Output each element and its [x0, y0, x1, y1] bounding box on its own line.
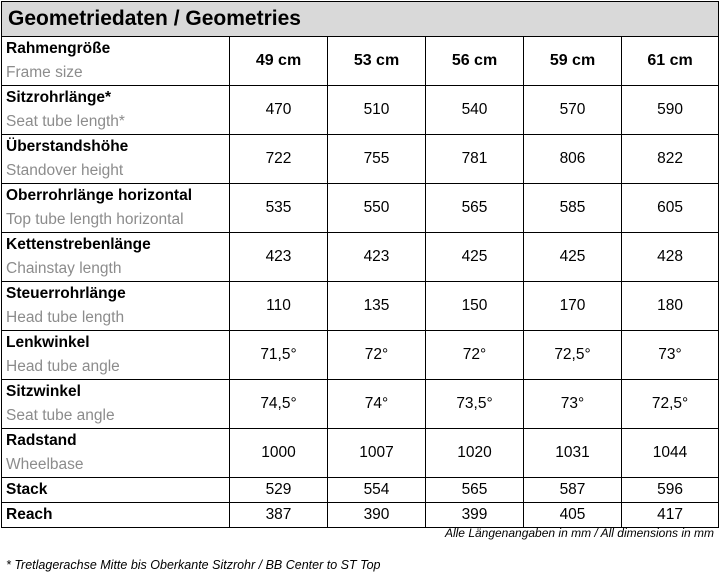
cell-value: 1044 — [622, 429, 719, 478]
table-row — [2, 86, 719, 135]
frame-size-row — [2, 37, 719, 86]
row-label — [2, 380, 230, 429]
cell-value: 587 — [524, 478, 622, 503]
cell-value: 150 — [426, 282, 524, 331]
cell-value: 596 — [622, 478, 719, 503]
label-en: Chainstay length — [6, 260, 122, 277]
cell-value: 535 — [230, 184, 328, 233]
row-label — [2, 233, 230, 282]
cell-value: 605 — [622, 184, 719, 233]
table-row — [2, 233, 719, 282]
label-en: Seat tube length* — [6, 113, 125, 130]
cell-value: 585 — [524, 184, 622, 233]
cell-value: 135 — [328, 282, 426, 331]
cell-value: 405 — [524, 503, 622, 528]
frame-size-label — [2, 37, 230, 86]
cell-value: 755 — [328, 135, 426, 184]
row-label — [2, 184, 230, 233]
cell-value: 110 — [230, 282, 328, 331]
cell-value: 425 — [524, 233, 622, 282]
size-61: 61 cm — [622, 37, 719, 86]
cell-value: 565 — [426, 478, 524, 503]
label-en: Head tube angle — [6, 358, 120, 375]
cell-value: 529 — [230, 478, 328, 503]
table-row — [2, 135, 719, 184]
size-56: 56 cm — [426, 37, 524, 86]
label-de: Reach — [6, 506, 53, 523]
row-label — [2, 503, 230, 528]
label-en: Standover height — [6, 162, 124, 179]
cell-value: 540 — [426, 86, 524, 135]
units-note: Alle Längenangaben in mm / All dimensions in mm — [444, 526, 714, 540]
cell-value: 74,5° — [230, 380, 328, 429]
size-49: 49 cm — [230, 37, 328, 86]
cell-value: 72° — [426, 331, 524, 380]
table-row — [2, 478, 719, 503]
cell-value: 72,5° — [622, 380, 719, 429]
cell-value: 1000 — [230, 429, 328, 478]
cell-value: 822 — [622, 135, 719, 184]
cell-value: 423 — [230, 233, 328, 282]
label-de: Rahmengröße — [6, 40, 111, 57]
cell-value: 390 — [328, 503, 426, 528]
row-label — [2, 86, 230, 135]
label-de: Überstandshöhe — [6, 138, 129, 155]
cell-value: 470 — [230, 86, 328, 135]
geometry-table — [1, 1, 719, 528]
table-row — [2, 282, 719, 331]
cell-value: 590 — [622, 86, 719, 135]
row-label — [2, 135, 230, 184]
label-de: Lenkwinkel — [6, 334, 90, 351]
cell-value: 1020 — [426, 429, 524, 478]
size-59: 59 cm — [524, 37, 622, 86]
cell-value: 550 — [328, 184, 426, 233]
cell-value: 425 — [426, 233, 524, 282]
cell-value: 722 — [230, 135, 328, 184]
cell-value: 180 — [622, 282, 719, 331]
label-en: Seat tube angle — [6, 407, 115, 424]
label-de: Sitzrohrlänge* — [6, 89, 112, 106]
label-de: Steuerrohrlänge — [6, 285, 126, 302]
row-label — [2, 478, 230, 503]
cell-value: 73° — [524, 380, 622, 429]
table-row — [2, 184, 719, 233]
table-row — [2, 503, 719, 528]
cell-value: 428 — [622, 233, 719, 282]
row-label — [2, 429, 230, 478]
cell-value: 781 — [426, 135, 524, 184]
label-de: Stack — [6, 481, 48, 498]
label-en: Wheelbase — [6, 456, 84, 473]
cell-value: 72,5° — [524, 331, 622, 380]
size-53: 53 cm — [328, 37, 426, 86]
label-en: Frame size — [6, 64, 83, 81]
cell-value: 73° — [622, 331, 719, 380]
cell-value: 387 — [230, 503, 328, 528]
label-de: Oberrohrlänge horizontal — [6, 187, 193, 204]
label-en: Head tube length — [6, 309, 125, 326]
cell-value: 570 — [524, 86, 622, 135]
row-label — [2, 282, 230, 331]
cell-value: 806 — [524, 135, 622, 184]
cell-value: 72° — [328, 331, 426, 380]
cell-value: 1031 — [524, 429, 622, 478]
table-row — [2, 380, 719, 429]
cell-value: 1007 — [328, 429, 426, 478]
cell-value: 423 — [328, 233, 426, 282]
label-de: Sitzwinkel — [6, 383, 81, 400]
cell-value: 399 — [426, 503, 524, 528]
table-row — [2, 331, 719, 380]
cell-value: 565 — [426, 184, 524, 233]
cell-value: 71,5° — [230, 331, 328, 380]
cell-value: 554 — [328, 478, 426, 503]
cell-value: 417 — [622, 503, 719, 528]
label-en: Top tube length horizontal — [6, 211, 184, 228]
label-de: Radstand — [6, 432, 77, 449]
cell-value: 73,5° — [426, 380, 524, 429]
cell-value: 510 — [328, 86, 426, 135]
table-title: Geometriedaten / Geometries — [2, 2, 719, 37]
cell-value: 170 — [524, 282, 622, 331]
label-de: Kettenstrebenlänge — [6, 236, 151, 253]
table-title-row — [2, 2, 719, 37]
cell-value: 74° — [328, 380, 426, 429]
table-row — [2, 429, 719, 478]
row-label — [2, 331, 230, 380]
footnote: * Tretlagerachse Mitte bis Oberkante Sitzrohr / BB Center to ST Top — [6, 558, 381, 572]
